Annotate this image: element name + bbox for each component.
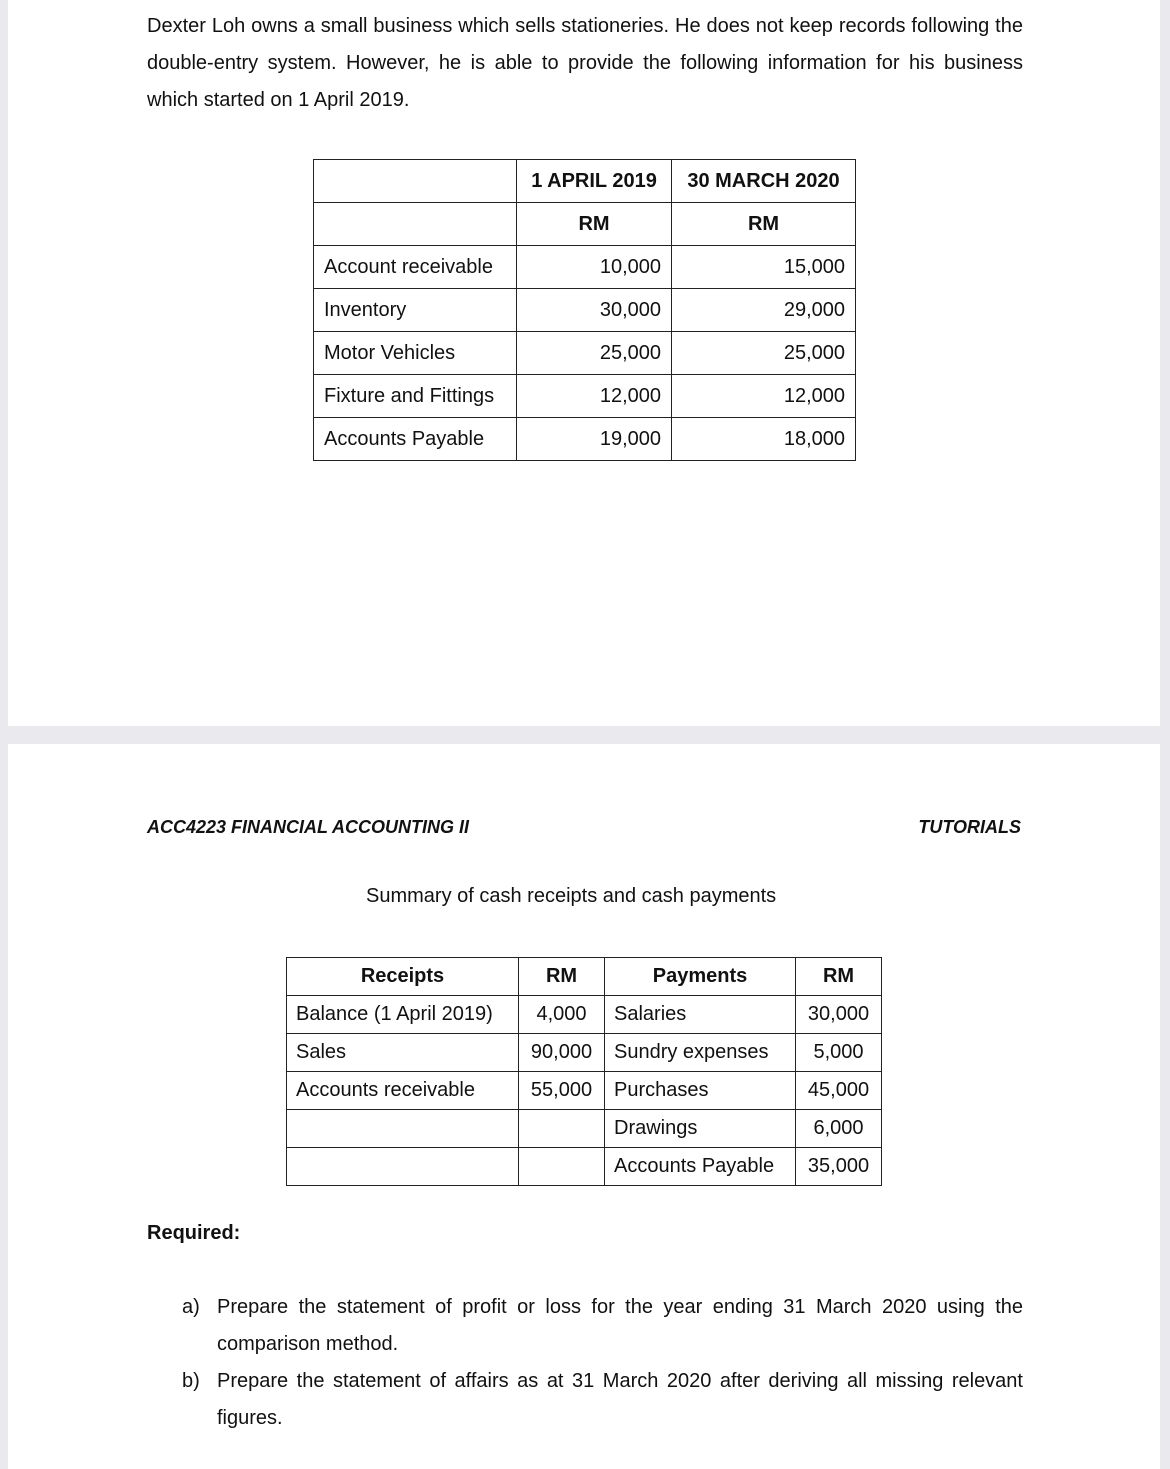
summary-header-payments: Payments: [605, 958, 796, 996]
table-row: [287, 1072, 882, 1110]
balances-units-row: [314, 203, 856, 246]
table-row: [287, 1110, 882, 1148]
balance-end: 29,000: [672, 289, 856, 332]
balance-start: 19,000: [517, 418, 672, 461]
receipt-amount: 90,000: [519, 1034, 605, 1072]
balances-table: [313, 159, 856, 461]
required-label: Required:: [147, 1222, 241, 1244]
receipt-item: Accounts receivable: [287, 1072, 519, 1110]
balance-start: 30,000: [517, 289, 672, 332]
list-item: [182, 1363, 1023, 1437]
balances-header-row: [314, 160, 856, 203]
balance-end: 25,000: [672, 332, 856, 375]
payment-item: Salaries: [605, 996, 796, 1034]
balances-unit-start: RM: [517, 203, 672, 246]
table-row: [314, 289, 856, 332]
receipt-item: Sales: [287, 1034, 519, 1072]
balances-unit-item: [314, 203, 517, 246]
page-one: [8, 0, 1160, 726]
task-text: Prepare the statement of profit or loss for the year ending 31 March 2020 using the comparison method.: [217, 1296, 1023, 1355]
task-list: [182, 1289, 1023, 1437]
payment-amount: 6,000: [796, 1110, 882, 1148]
receipt-amount: 55,000: [519, 1072, 605, 1110]
payment-amount: 35,000: [796, 1148, 882, 1186]
summary-header-receipts: Receipts: [287, 958, 519, 996]
task-text: Prepare the statement of affairs as at 31 March 2020 after deriving all missing relevant figures.: [217, 1370, 1023, 1429]
balances-header-item: [314, 160, 517, 203]
table-row: [287, 1034, 882, 1072]
receipt-item: [287, 1110, 519, 1148]
receipt-amount: [519, 1148, 605, 1186]
payment-item: Purchases: [605, 1072, 796, 1110]
payment-item: Sundry expenses: [605, 1034, 796, 1072]
summary-header-row: [287, 958, 882, 996]
intro-paragraph: Dexter Loh owns a small business which sells stationeries. He does not keep records following the double-entry system. However, he is able to provide the following information for his business which started on 1 April 2019.: [147, 15, 1023, 111]
table-row: [287, 996, 882, 1034]
list-item: [182, 1289, 1023, 1363]
balance-end: 18,000: [672, 418, 856, 461]
balance-end: 12,000: [672, 375, 856, 418]
payment-amount: 30,000: [796, 996, 882, 1034]
balance-end: 15,000: [672, 246, 856, 289]
receipt-item: [287, 1148, 519, 1186]
payment-amount: 5,000: [796, 1034, 882, 1072]
balances-unit-end: RM: [672, 203, 856, 246]
table-row: [314, 418, 856, 461]
payment-item: Accounts Payable: [605, 1148, 796, 1186]
summary-title: Summary of cash receipts and cash payments: [366, 885, 777, 907]
receipt-item: Balance (1 April 2019): [287, 996, 519, 1034]
balance-item: Accounts Payable: [314, 418, 517, 461]
cash-summary-table: [286, 957, 882, 1186]
balance-item: Fixture and Fittings: [314, 375, 517, 418]
page-two: [8, 744, 1160, 1469]
balance-start: 25,000: [517, 332, 672, 375]
balance-start: 12,000: [517, 375, 672, 418]
section-header: TUTORIALS: [918, 817, 1021, 837]
payment-amount: 45,000: [796, 1072, 882, 1110]
task-marker: a): [182, 1296, 200, 1318]
summary-header-receipts-rm: RM: [519, 958, 605, 996]
course-header: ACC4223 FINANCIAL ACCOUNTING II: [147, 817, 470, 837]
receipt-amount: [519, 1110, 605, 1148]
balance-item: Inventory: [314, 289, 517, 332]
table-row: [287, 1148, 882, 1186]
table-row: [314, 375, 856, 418]
balance-item: Account receivable: [314, 246, 517, 289]
receipt-amount: 4,000: [519, 996, 605, 1034]
task-marker: b): [182, 1370, 200, 1392]
table-row: [314, 332, 856, 375]
balance-item: Motor Vehicles: [314, 332, 517, 375]
balance-start: 10,000: [517, 246, 672, 289]
balances-header-start: 1 APRIL 2019: [517, 160, 672, 203]
table-row: [314, 246, 856, 289]
summary-header-payments-rm: RM: [796, 958, 882, 996]
balances-header-end: 30 MARCH 2020: [672, 160, 856, 203]
payment-item: Drawings: [605, 1110, 796, 1148]
